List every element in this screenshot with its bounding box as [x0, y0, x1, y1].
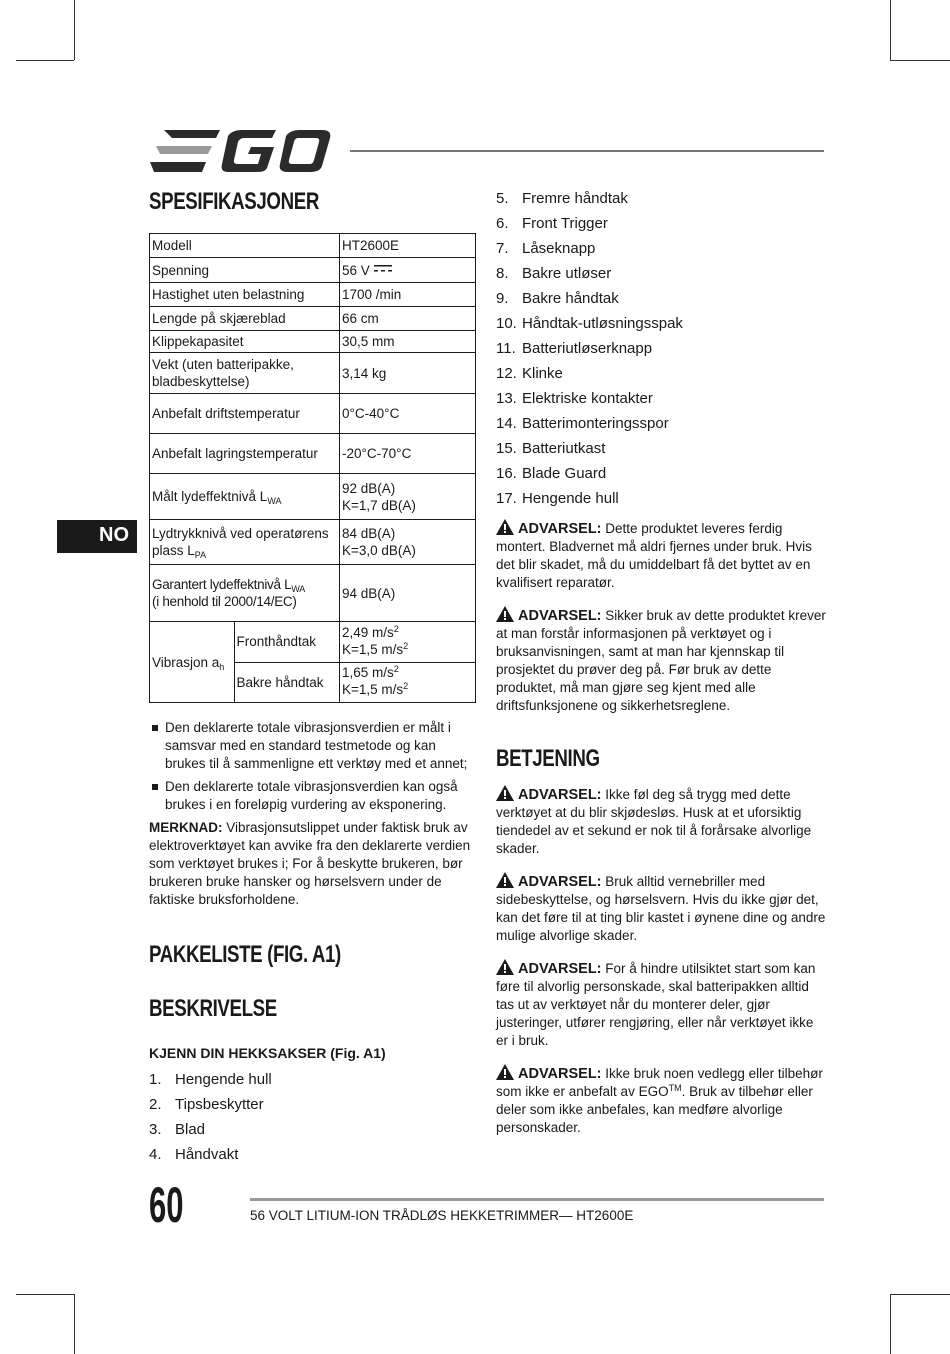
crop-mark: [16, 60, 74, 61]
list-item: 13. Elektriske kontakter: [496, 390, 653, 407]
list-item: Den deklarerte totale vibrasjonsverdien kan også brukes i en foreløpig vurdering av eksponering.: [149, 778, 477, 814]
warning-paragraph: ADVARSEL: For å hindre utilsiktet start som kan føre til alvorlig personskade, skal batteripakken alltid tas ut av verktøyet når du monterer deler, gjør justeringer, utfører rengjøring, eller når verktøyet ikke er i bruk.: [496, 961, 816, 1048]
language-tab: NO: [57, 520, 137, 553]
table-row: [150, 353, 476, 394]
footer-rule: [250, 1198, 824, 1201]
front-handle-label: Fronthåndtak: [234, 622, 339, 662]
warning-paragraph: ADVARSEL: Dette produktet leveres ferdig montert. Bladvernet må aldri fjernes under bruk. Hvis det blir skadet, må du umiddelbart få det byttet av en kvalifisert reparatør.: [496, 521, 812, 590]
crop-mark: [890, 0, 891, 60]
list-item: 11. Batteriutløserknapp: [496, 340, 653, 357]
list-item: 6. Front Trigger: [496, 215, 608, 232]
warning-triangle-icon: [496, 959, 514, 975]
warning-triangle-icon: [496, 1064, 514, 1080]
dc-symbol-icon: [374, 265, 392, 273]
table-row: [150, 258, 476, 283]
spec-value: 2,49 $m/s^2$ K=1,5 $m/s^2$ 1,65 $m/s^2$ K=1,5 $m/s^2$: [340, 622, 476, 703]
list-item: 2. Tipsbeskytter: [149, 1096, 264, 1113]
vibration-bullets: [149, 719, 477, 814]
right-column: [496, 188, 826, 1137]
know-heading: KJENN DIN HEKKSAKSER (Fig. A1): [149, 1045, 386, 1061]
warning-triangle-icon: [496, 606, 514, 622]
spec-value: 3,14 kg: [340, 353, 476, 394]
rear-handle-label: Bakre håndtak: [236, 674, 324, 690]
warning-paragraph: ADVARSEL: Bruk alltid vernebriller med sidebeskyttelse, og hørselsvern. Hvis du ikke gjør det, kan det føre til at ting blir kastet i øynene dine og andre mulige alvorlige skader.: [496, 874, 826, 943]
crop-mark: [890, 1294, 950, 1295]
table-row: [150, 622, 476, 703]
spec-label: Anbefalt lagringstemperatur: [150, 434, 340, 474]
spec-label: Anbefalt driftstemperatur: [150, 394, 340, 434]
table-row: [150, 394, 476, 434]
table-row: [150, 474, 476, 520]
list-item: 15. Batteriutkast: [496, 440, 606, 457]
spec-label: Garantert lydeffektnivå $L_{WA}$ (i henhold til 2000/14/EC): [150, 565, 340, 622]
note-paragraph: MERKNAD: Vibrasjonsutslippet under faktisk bruk av elektroverktøyet kan avvike fra den deklarerte verdien som verktøyet brukes i; For å beskytte brukeren, bør brukeren bruke hansker og hørselsvern under de faktiske bruksforholdene.: [149, 820, 471, 907]
list-item: 9. Bakre håndtak: [496, 290, 619, 307]
crop-mark: [890, 60, 950, 61]
list-item: 8. Bakre utløser: [496, 265, 612, 282]
table-row: [150, 565, 476, 622]
list-item: 3. Blad: [149, 1121, 206, 1138]
spec-label: Lydtrykknivå ved operatørens plass $L_{PA}$: [150, 520, 340, 565]
spec-label: Vibrasjon $a_h$ Fronthåndtak Bakre håndtak: [150, 622, 340, 703]
warning-triangle-icon: [496, 785, 514, 801]
spec-value: 30,5 mm: [340, 331, 476, 353]
table-row: [150, 331, 476, 353]
spec-label: Lengde på skjæreblad: [150, 307, 340, 331]
spec-label: Målt lydeffektnivå $L_{WA}$: [150, 474, 340, 520]
spec-value: [340, 258, 476, 283]
spec-label: Modell: [150, 234, 340, 258]
list-item: 5. Fremre håndtak: [496, 190, 628, 207]
list-item: 10. Håndtak-utløsningsspak: [496, 315, 683, 332]
table-row: [150, 234, 476, 258]
spec-value: 94 dB(A): [340, 565, 476, 622]
spec-table: [149, 233, 476, 703]
spec-value: HT2600E: [340, 234, 476, 258]
warning-triangle-icon: [496, 519, 514, 535]
footer-title: 56 VOLT LITIUM-ION TRÅDLØS HEKKETRIMMER— HT2600E: [250, 1208, 634, 1223]
table-row: [150, 307, 476, 331]
warning-paragraph: ADVARSEL: Ikke bruk noen vedlegg eller tilbehør som ikke er anbefalt av EGO™. Bruk av tilbehør eller deler som ikke anbefales, kan medføre alvorlige personskader.: [496, 1066, 823, 1135]
page-number: 60: [149, 1177, 184, 1233]
spec-value: 1700 /min: [340, 283, 476, 307]
crop-mark: [74, 0, 75, 60]
list-item: 16. Blade Guard: [496, 465, 607, 482]
spec-value: 92 dB(A) K=1,7 dB(A): [340, 474, 476, 520]
table-row: [150, 283, 476, 307]
table-row: [150, 434, 476, 474]
crop-mark: [74, 1294, 75, 1354]
crop-mark: [890, 1294, 891, 1354]
warning-triangle-icon: [496, 872, 514, 888]
list-item: 7. Låseknapp: [496, 240, 596, 257]
list-item: 14. Batterimonteringsspor: [496, 415, 669, 432]
parts-list: [496, 186, 826, 511]
spec-label: Spenning: [150, 258, 340, 283]
operation-heading: BETJENING: [496, 745, 600, 772]
parts-list: [149, 1067, 477, 1167]
description-heading: BESKRIVELSE: [149, 995, 277, 1022]
crop-mark: [16, 1294, 74, 1295]
table-row: [150, 520, 476, 565]
spec-value: 66 cm: [340, 307, 476, 331]
list-item: 12. Klinke: [496, 365, 563, 382]
list-item: 4. Håndvakt: [149, 1146, 239, 1163]
header-rule: [350, 150, 824, 152]
warning-paragraph: ADVARSEL: Sikker bruk av dette produktet krever at man forstår informasjonen på verktøyet og i bruksanvisningen, samt at man har kjennskap til prosjektet du prøver deg på. Før bruk av dette produktet, må man gjøre seg kjent med alle driftsfunksjonene og sikkerhetsreglene.: [496, 608, 826, 713]
warning-paragraph: ADVARSEL: Ikke føl deg så trygg med dette verktøyet at du blir skjødesløs. Husk at et uforsiktig tiendedel av et sekund er nok til å forårsake alvorlige skader.: [496, 787, 812, 856]
spec-value: -20°C-70°C: [340, 434, 476, 474]
list-item: 1. Hengende hull: [149, 1071, 272, 1088]
spec-heading: SPESIFIKASJONER: [149, 188, 319, 215]
packing-heading: PAKKELISTE (FIG. A1): [149, 941, 341, 968]
spec-label: Hastighet uten belastning: [150, 283, 340, 307]
spec-value: 84 dB(A) K=3,0 dB(A): [340, 520, 476, 565]
spec-label: Vekt (uten batteripakke, bladbeskyttelse): [150, 353, 340, 394]
list-item: 17. Hengende hull: [496, 490, 619, 507]
spec-label: Klippekapasitet: [150, 331, 340, 353]
left-column: [149, 188, 477, 1167]
spec-value: 0°C-40°C: [340, 394, 476, 434]
ego-logo: [150, 130, 332, 172]
list-item: Den deklarerte totale vibrasjonsverdien er målt i samsvar med en standard testmetode og kan brukes til å sammenligne ett verktøy med et annet;: [149, 719, 477, 773]
voltage-value: 56 V: [342, 262, 370, 278]
